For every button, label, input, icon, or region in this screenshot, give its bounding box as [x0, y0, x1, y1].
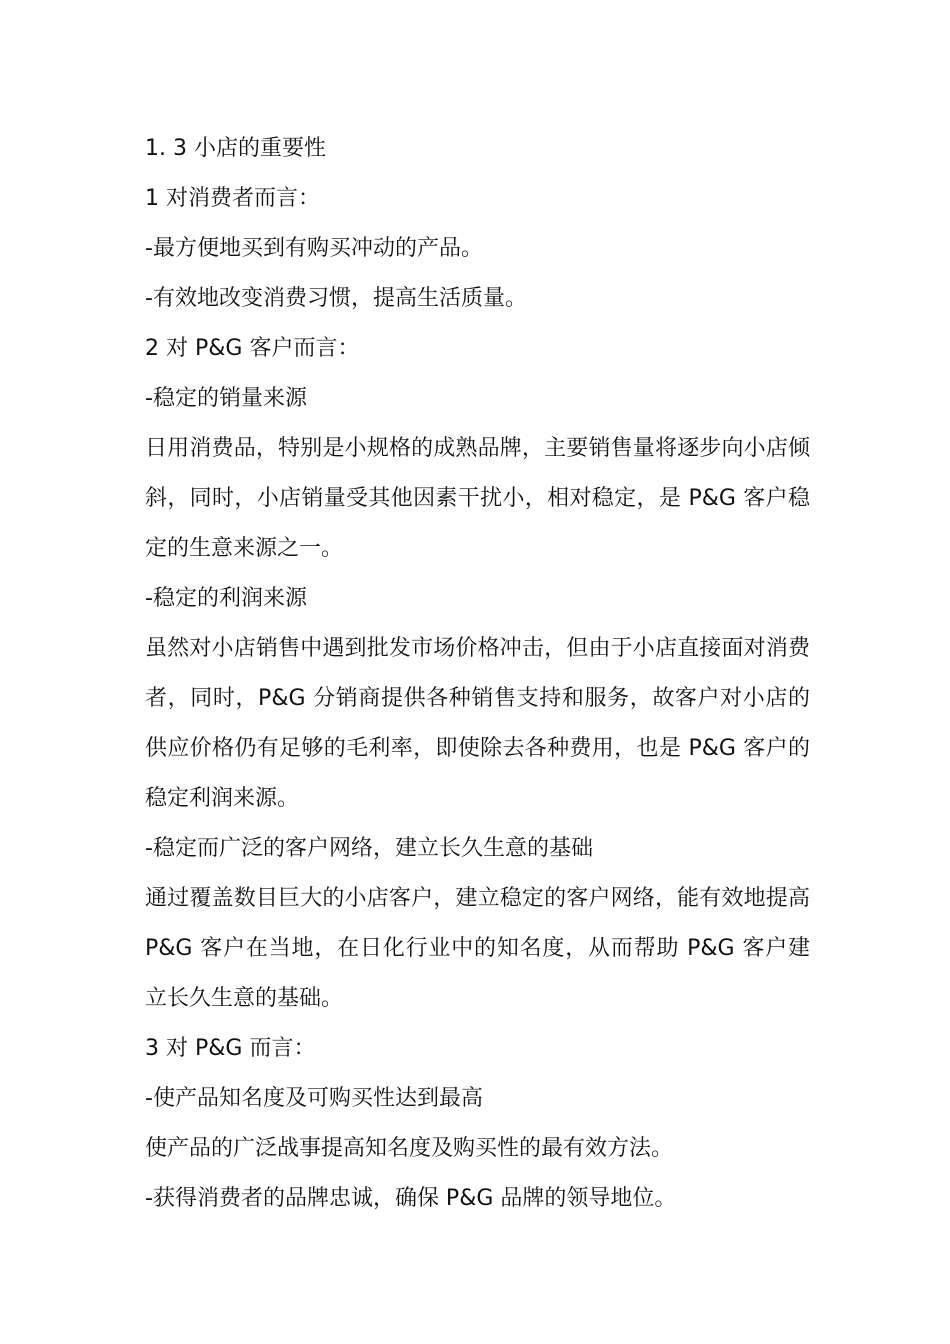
subheading-pg: 3 对 P&G 而言： [145, 1036, 316, 1061]
bullet-item: -稳定而广泛的客户网络，建立长久生意的基础 [145, 836, 593, 861]
bullet-item: -使产品知名度及可购买性达到最高 [145, 1086, 483, 1111]
document-body [145, 124, 810, 1224]
body-paragraph: 使产品的广泛战事提高知名度及购买性的最有效方法。 [145, 1136, 674, 1161]
subheading-consumers: 1 对消费者而言： [145, 186, 320, 211]
subheading-pg-customers: 2 对 P&G 客户而言： [145, 336, 360, 361]
bullet-item: -最方便地买到有购买冲动的产品。 [145, 236, 483, 261]
body-paragraph: 通过覆盖数目巨大的小店客户，建立稳定的客户网络，能有效地提高 P&G 客户在当地，在日化行业中的知名度，从而帮助 P&G 客户建立长久生意的基础。 [145, 886, 810, 1011]
bullet-item: -获得消费者的品牌忠诚，确保 P&G 品牌的领导地位。 [145, 1186, 677, 1211]
section-heading: 1. 3 小店的重要性 [145, 136, 326, 161]
body-paragraph: 虽然对小店销售中遇到批发市场价格冲击，但由于小店直接面对消费者，同时，P&G 分销商提供各种销售支持和服务，故客户对小店的供应价格仍有足够的毛利率，即使除去各种费用，也是 P&G 客户的稳定利润来源。 [145, 636, 810, 811]
body-paragraph: 日用消费品，特别是小规格的成熟品牌，主要销售量将逐步向小店倾斜，同时，小店销量受其他因素干扰小，相对稳定，是 P&G 客户稳定的生意来源之一。 [145, 436, 810, 561]
bullet-item: -稳定的销量来源 [145, 386, 307, 411]
bullet-item: -稳定的利润来源 [145, 586, 307, 611]
bullet-item: -有效地改变消费习惯，提高生活质量。 [145, 286, 527, 311]
